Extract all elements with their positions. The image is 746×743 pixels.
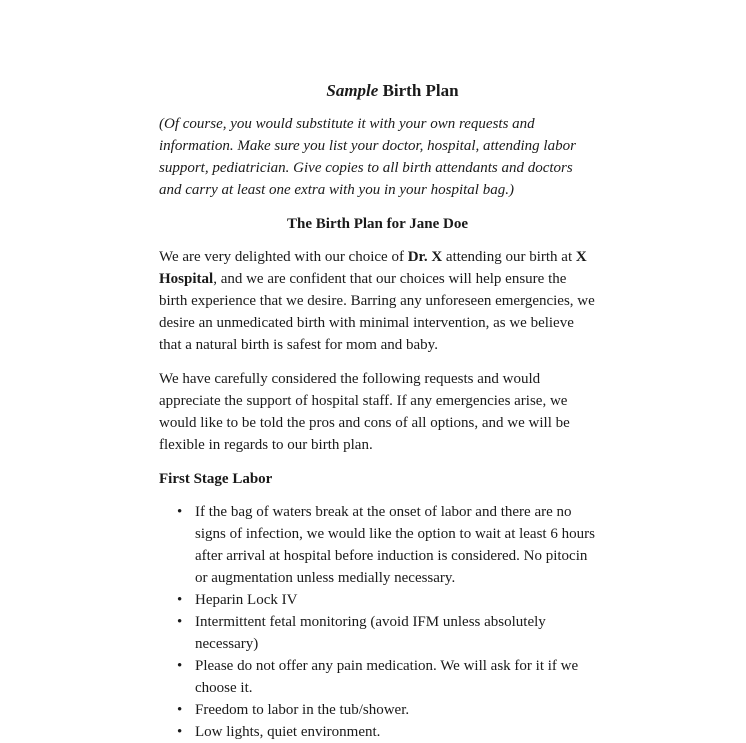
document-title (159, 80, 596, 102)
intro-paragraph (159, 246, 596, 356)
list-item (159, 501, 596, 589)
list-item-text: Intermittent fetal monitoring (avoid IFM unless absolutely necessary) (195, 614, 546, 652)
list-item (159, 611, 596, 655)
list-item-text: If the bag of waters break at the onset of labor and there are no signs of infection, we would like the option to wait at least 6 hours after arrival at hospital before induction is considered. No pitocin or augmentation unless medially necessary. (195, 504, 595, 586)
section-heading-first-stage: First Stage Labor (159, 471, 273, 487)
first-stage-list (159, 501, 596, 743)
para1-part-b: attending our birth at (442, 249, 576, 265)
list-item (159, 699, 596, 721)
bullet-icon: • (177, 504, 183, 520)
list-item (159, 589, 596, 611)
list-item-text: Freedom to labor in the tub/shower. (195, 702, 410, 718)
bullet-icon: • (177, 702, 183, 718)
list-item-text: Heparin Lock IV (195, 592, 298, 608)
bullet-icon: • (177, 614, 183, 630)
plan-subtitle: The Birth Plan for Jane Doe (287, 216, 468, 232)
intro-note: (Of course, you would substitute it with your own requests and information. Make sure you list your doctor, hospital, attending labor support, pediatrician. Give copies to all birth attendants and doctors and carry at least one extra with you in your hospital bag.) (159, 116, 576, 198)
list-item (159, 655, 596, 699)
requests-paragraph: We have carefully considered the following requests and would appreciate the support of hospital staff. If any emergencies arise, we would like to be told the pros and cons of all options, and we will be flexible in regards to our birth plan. (159, 371, 570, 453)
title-italic-word: Sample (326, 81, 379, 100)
list-item-text: Low lights, quiet environment. (195, 724, 381, 740)
list-item (159, 721, 596, 743)
list-item-text: Please do not offer any pain medication. We will ask for it if we choose it. (195, 658, 579, 696)
bullet-icon: • (177, 658, 183, 674)
bullet-icon: • (177, 724, 183, 740)
title-rest: Birth Plan (378, 81, 459, 100)
para1-part-a: We are very delighted with our choice of (159, 249, 408, 265)
hospital-name: X Hospital (159, 249, 587, 287)
para1-part-c: , and we are confident that our choices will help ensure the birth experience that we desire. Barring any unforeseen emergencies, we desire an unmedicated birth with minimal intervention, as we believe that a natural birth is safest for mom and baby. (159, 271, 595, 353)
bullet-icon: • (177, 592, 183, 608)
doctor-name: Dr. X (407, 249, 443, 265)
